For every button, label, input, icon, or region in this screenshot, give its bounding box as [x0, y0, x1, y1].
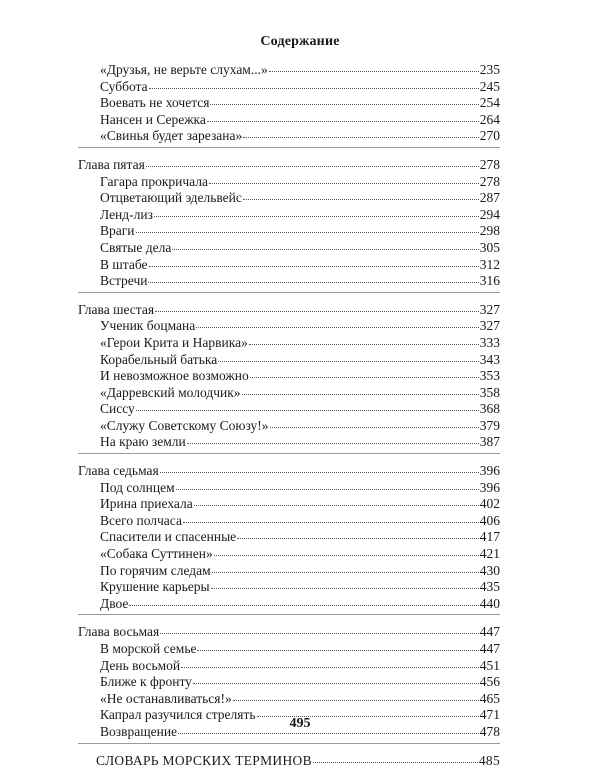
toc-entry-row — [78, 563, 500, 580]
toc-entry-row-page: 235 — [479, 62, 500, 77]
dot-leader — [149, 265, 479, 267]
toc-entry-row — [78, 318, 500, 335]
toc-entry-row-title: Корабельный батька — [100, 351, 218, 367]
dot-leader — [218, 360, 479, 362]
dot-leader — [210, 103, 478, 105]
toc-entry-row — [78, 128, 500, 145]
toc-chapter-row — [78, 624, 500, 641]
toc-entry-row-page: 421 — [479, 546, 500, 562]
toc-entry-row-title: Возвращение — [100, 723, 178, 739]
toc-entry-row-page: 353 — [479, 368, 500, 384]
toc-entry-row — [78, 418, 500, 435]
toc-entry-row — [78, 529, 500, 546]
dot-leader — [129, 604, 478, 606]
dot-leader — [209, 182, 479, 184]
toc-entry-row-page: 396 — [479, 479, 500, 495]
toc-entry-row — [78, 273, 500, 290]
dot-leader — [183, 521, 479, 523]
table-of-contents — [78, 62, 500, 771]
toc-entry-row — [78, 434, 500, 451]
dot-leader — [193, 682, 479, 684]
toc-entry-row-title: Отцветающий эдельвейс — [100, 190, 242, 206]
toc-entry-row-page: 278 — [479, 173, 500, 189]
toc-chapter-row-page: 278 — [479, 156, 500, 172]
toc-entry-row — [78, 112, 500, 129]
toc-entry-row — [78, 257, 500, 274]
toc-entry-row-page: 430 — [479, 562, 500, 578]
toc-entry-row-title: Всего полчаса — [100, 512, 182, 528]
toc-entry-row-page: 245 — [479, 78, 500, 94]
dot-leader — [155, 310, 479, 312]
toc-entry-row-title: В штабе — [100, 256, 148, 272]
toc-entry-row-title: Воевать не хочется — [100, 95, 210, 111]
toc-entry-row-page: 402 — [479, 496, 500, 512]
dot-leader — [242, 393, 479, 395]
toc-entry-row — [78, 207, 500, 224]
toc-entry-row-page: 440 — [479, 595, 500, 611]
toc-entry-row — [78, 240, 500, 257]
dot-leader — [207, 120, 479, 122]
toc-entry-row-page: 406 — [479, 512, 500, 528]
toc-entry-row-title: Ленд-лиз — [100, 206, 153, 222]
toc-entry-row-page: 298 — [479, 223, 500, 239]
toc-entry-row — [78, 513, 500, 530]
dot-leader — [313, 761, 478, 763]
dot-leader — [176, 488, 479, 490]
toc-entry-row — [78, 223, 500, 240]
dot-leader — [136, 231, 479, 233]
toc-entry-row — [78, 579, 500, 596]
toc-entry-row-title: Сиссу — [100, 401, 135, 417]
dot-leader — [160, 471, 479, 473]
toc-entry-row-page: 305 — [479, 239, 500, 255]
toc-entry-row-title: Суббота — [100, 78, 148, 94]
toc-entry-row-title: Святые дела — [100, 239, 172, 255]
toc-entry-row-page: 287 — [479, 190, 500, 206]
toc-entry-row — [78, 674, 500, 691]
toc-entry-row-title: «Служу Советскому Союзу!» — [100, 417, 269, 433]
toc-entry-row — [78, 641, 500, 658]
toc-entry-row-title: Крушение карьеры — [100, 579, 210, 595]
toc-entry-row-title: Ученик боцмана — [100, 318, 196, 334]
toc-entry-row-page: 327 — [479, 318, 500, 334]
toc-entry-row-title: «Свинья будет зарезана» — [100, 128, 243, 144]
toc-entry-row-title: «Не останавливаться!» — [100, 690, 232, 706]
toc-entry-row — [78, 658, 500, 675]
toc-chapter-row-page: 327 — [479, 301, 500, 317]
toc-entry-row-page: 447 — [479, 641, 500, 656]
toc-entry-row — [78, 496, 500, 513]
toc-entry-row-page: 312 — [479, 256, 500, 272]
toc-entry-row-title: «Друзья, не верьте слухам...» — [100, 62, 268, 77]
toc-entry-row-title: Под солнцем — [100, 479, 175, 495]
toc-entry-row-title: На краю земли — [100, 434, 186, 450]
toc-entry-row — [78, 368, 500, 385]
toc-entry-row — [78, 95, 500, 112]
dot-leader — [233, 699, 479, 701]
toc-entry-row-page: 465 — [479, 690, 500, 706]
toc-entry-row — [78, 596, 500, 613]
toc-entry-row-page: 343 — [479, 351, 500, 367]
dot-leader — [270, 426, 479, 428]
toc-entry-row-title: По горячим следам — [100, 562, 211, 578]
dot-leader — [197, 649, 478, 651]
dot-leader — [214, 554, 479, 556]
toc-entry-row-title: «Дарревский молодчик» — [100, 384, 241, 400]
toc-entry-row — [78, 480, 500, 497]
dot-leader — [194, 504, 479, 506]
toc-entry-row-title: Нансен и Сережка — [100, 111, 206, 127]
toc-entry-row-page: 435 — [479, 579, 500, 595]
toc-entry-row-page: 456 — [479, 674, 500, 690]
toc-entry-row-title: Двое — [100, 595, 129, 611]
dot-leader — [243, 198, 479, 200]
toc-entry-row-page: 316 — [479, 273, 500, 289]
toc-chapter-row-page: 447 — [479, 624, 500, 640]
toc-entry-row-page: 478 — [479, 723, 500, 739]
toc-entry-row-page: 264 — [479, 111, 500, 127]
toc-entry-row-title: В морской семье — [100, 641, 197, 656]
toc-entry-row-title: Встречи — [100, 273, 148, 289]
toc-entry-row — [78, 691, 500, 708]
toc-entry-row-page: 358 — [479, 384, 500, 400]
dot-leader — [237, 537, 479, 539]
toc-section — [78, 157, 500, 293]
toc-entry-row — [78, 79, 500, 96]
dot-leader — [146, 165, 479, 167]
toc-entry-row-page: 451 — [479, 657, 500, 673]
toc-entry-row-page: 471 — [479, 707, 500, 723]
toc-entry-row-title: «Герои Крита и Нарвика» — [100, 334, 248, 350]
dot-leader — [149, 87, 479, 89]
dot-leader — [269, 70, 479, 72]
toc-entry-row — [78, 335, 500, 352]
toc-entry-row-page: 254 — [479, 95, 500, 111]
dot-leader — [160, 632, 478, 634]
dot-leader — [250, 376, 479, 378]
toc-entry-row-title: Враги — [100, 223, 135, 239]
toc-entry-row-page: 294 — [479, 206, 500, 222]
toc-section — [78, 62, 500, 148]
toc-glossary-row-page: 485 — [478, 752, 500, 768]
toc-entry-row-title: День восьмой — [100, 657, 181, 673]
toc-entry-row — [78, 385, 500, 402]
toc-entry-row-title: «Собака Суттинен» — [100, 546, 213, 562]
dot-leader — [249, 343, 479, 345]
toc-entry-row-page: 333 — [479, 334, 500, 350]
toc-chapter-row-title: Глава седьмая — [78, 463, 159, 479]
toc-chapter-row-title: Глава пятая — [78, 156, 145, 172]
dot-leader — [178, 732, 479, 734]
dot-leader — [136, 409, 479, 411]
toc-entry-row — [78, 62, 500, 79]
toc-entry-row — [78, 190, 500, 207]
toc-entry-row-title: Ближе к фронту — [100, 674, 192, 690]
dot-leader — [181, 666, 479, 668]
toc-entry-row-page: 368 — [479, 401, 500, 417]
dot-leader — [154, 215, 479, 217]
toc-glossary-row — [78, 753, 500, 770]
toc-entry-row-page: 270 — [479, 128, 500, 144]
toc-section — [78, 302, 500, 454]
dot-leader — [187, 442, 479, 444]
toc-entry-row — [78, 546, 500, 563]
page-title: Содержание — [260, 34, 340, 49]
toc-entry-row-title: Капрал разучился стрелять — [100, 707, 256, 723]
toc-entry-row — [78, 174, 500, 191]
dot-leader — [196, 326, 479, 328]
toc-chapter-row-title: Глава восьмая — [78, 624, 160, 640]
toc-chapter-row — [78, 463, 500, 480]
toc-chapter-row — [78, 302, 500, 319]
dot-leader — [211, 587, 479, 589]
toc-entry-row-page: 387 — [479, 434, 500, 450]
toc-entry-row-title: Гагара прокричала — [100, 173, 208, 189]
toc-entry-row — [78, 352, 500, 369]
toc-entry-row-title: Ирина приехала — [100, 496, 193, 512]
toc-entry-row-page: 379 — [479, 417, 500, 433]
dot-leader — [148, 281, 478, 283]
toc-entry-row-title: И невозможное возможно — [100, 368, 249, 384]
dot-leader — [172, 248, 478, 250]
toc-chapter-row-title: Глава шестая — [78, 301, 155, 317]
toc-entry-row-title: Спасители и спасенные — [100, 529, 237, 545]
toc-glossary-row-title: СЛОВАРЬ МОРСКИХ ТЕРМИНОВ — [96, 752, 312, 768]
dot-leader — [243, 136, 479, 138]
toc-section — [78, 463, 500, 615]
dot-leader — [212, 571, 479, 573]
toc-chapter-row — [78, 157, 500, 174]
toc-entry-row-page: 417 — [479, 529, 500, 545]
page-number: 495 — [289, 716, 311, 731]
toc-section — [78, 753, 500, 771]
toc-chapter-row-page: 396 — [479, 463, 500, 479]
toc-entry-row — [78, 401, 500, 418]
